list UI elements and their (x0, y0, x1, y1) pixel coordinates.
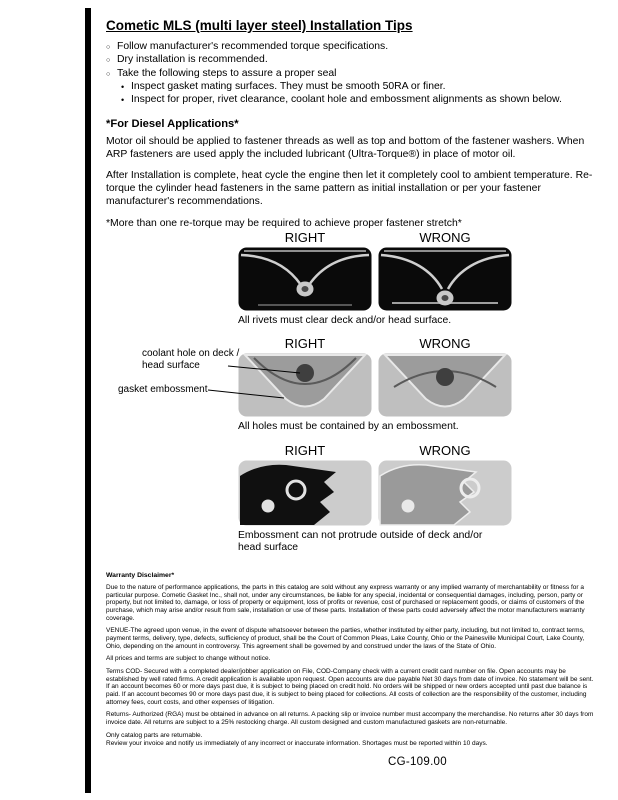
embossment-edge-wrong-diagram (378, 460, 512, 526)
open-bullet-icon: ○ (106, 57, 111, 65)
page-title: Cometic MLS (multi layer steel) Installation Tips (106, 18, 413, 33)
open-bullet-icon: ○ (106, 44, 111, 51)
hole-embossment-right-diagram (238, 353, 372, 417)
diesel-paragraph: After Installation is complete, heat cycle the engine then let it completely cool to ambient temperature. Re-torque the cylinder head fasteners in the same pattern as initial installation or per your fastener manufacturer's recommendations. (106, 170, 593, 208)
wrong-column (378, 443, 512, 526)
warranty-paragraph: Terms COD- Secured with a completed dealer/jobber application on File, COD-Company check with a current credit card number on file. Open accounts may be established by well rated firms. A credit application is available upon request. Open accounts are due payable Net 30 days from date of invoice. No statement will be sent. If an account becomes 60 or more days past due, it is subject to being placed on credit hold. No orders will be shipped or new orders accepted until past due balance is paid. If an account becomes 90 or more days past due, it is subject to being placed for collections. All costs of collection are the responsibility of the customer, including attorney fees, court costs, and other expenses of litigation. (106, 667, 594, 706)
right-label: RIGHT (284, 230, 326, 245)
tip-text: Inspect gasket mating surfaces. They must be smooth 50RA or finer. (131, 80, 446, 92)
warranty-heading: Warranty Disclaimer* (106, 572, 175, 579)
installation-tips-section (106, 18, 598, 238)
right-column (238, 230, 372, 311)
hole-embossment-wrong-diagram (378, 353, 512, 417)
right-wrong-row (238, 336, 598, 417)
diesel-applications-heading: *For Diesel Applications* (106, 117, 239, 130)
right-label: RIGHT (284, 336, 326, 352)
wrong-column (378, 230, 512, 311)
left-border-rule (85, 8, 91, 793)
page-code: CG-109.00 (388, 756, 447, 768)
diesel-paragraph: Motor oil should be applied to fastener threads as well as top and bottom of the fastener washers. When ARP fasteners are used apply the included lubricant (Ultra-Torque®) in place of motor oil. (106, 135, 585, 161)
embossment-edge-right-diagram (238, 460, 372, 526)
list-sub-item (121, 81, 598, 94)
filled-bullet-icon: • (121, 81, 125, 92)
list-sub-item (121, 94, 598, 107)
tip-text: Follow manufacturer's recommended torque specifications. (117, 41, 389, 52)
diagram-caption: All holes must be contained by an embossment. (238, 421, 459, 433)
diagram-area (106, 230, 598, 564)
wrong-label: WRONG (419, 442, 471, 458)
diagram-caption: Embossment can not protrude outside of deck and/or head surface (238, 529, 483, 554)
warranty-paragraph: Only catalog parts are returnable. (106, 731, 203, 739)
filled-bullet-icon: • (121, 94, 125, 105)
retorque-note: *More than one re-torque may be required to achieve proper fastener stretch* (106, 217, 462, 229)
right-label: RIGHT (284, 442, 326, 458)
diagram-set-embossment (106, 443, 598, 555)
warranty-disclaimer-section (106, 572, 598, 753)
wrong-label: WRONG (419, 336, 471, 352)
list-item (106, 41, 598, 54)
warranty-paragraph: VENUE-The agreed upon venue, in the event of dispute whatsoever between the parties, whether instituted by either party, including, but not limited to, contract terms, payment terms, delivery, type, defects, sufficiency of product, shall be the Court of Common Pleas, Lake County, Ohio or the Painesville Municipal Court, Lake County, Ohio, depending on the amount in controversy. This agreement shall be governed by and construed under the laws of the State of Ohio. (106, 627, 585, 650)
tip-text: Inspect for proper, rivet clearance, coolant hole and embossment alignments as shown below. (131, 93, 562, 105)
right-column (238, 443, 372, 526)
list-item (106, 68, 598, 81)
gasket-embossment-annotation: gasket embossment (118, 384, 208, 396)
right-wrong-row (238, 230, 598, 311)
tips-list (106, 41, 598, 107)
right-wrong-row (238, 443, 598, 526)
wrong-column (378, 336, 512, 417)
right-column (238, 336, 372, 417)
warranty-paragraph: Due to the nature of performance applications, the parts in this catalog are sold without any express warranty or any implied warranty of merchantability or fitness for a particular purpose. Cometic Gasket Inc., shall not, under any circumstances, be liable for any special, incidental or consequential damages, including, person, party or property, but not limited to, damage, or loss of property or equipment, loss of profits or revenue, cost of purchased or replacement goods, or claims of customers of the purchase, which may arise and/or result from sale, installation or use of these parts. Installation of these parts could adversely affect the motor manufacturers warranty coverage. (106, 584, 585, 622)
tip-text: Take the following steps to assure a proper seal (117, 67, 337, 79)
rivet-clearance-wrong-diagram (378, 247, 512, 311)
diagram-caption: All rivets must clear deck and/or head surface. (238, 315, 452, 326)
open-bullet-icon: ○ (106, 70, 111, 78)
tip-text: Dry installation is recommended. (117, 54, 268, 66)
warranty-paragraph: Returns- Authorized (RGA) must be obtained in advance on all returns. A packing slip or invoice number must accompany the merchandise. No returns after 30 days from invoice date. All returns are subject to a 25% restocking charge. All custom designed and custom manufactured gaskets are non-returnable. (106, 711, 594, 726)
diagram-set-rivets (106, 230, 598, 327)
rivet-clearance-right-diagram (238, 247, 372, 311)
warranty-paragraph: Review your invoice and notify us immediately of any incorrect or inaccurate information. Shortages must be reported within 10 days. (106, 740, 488, 748)
diagram-set-holes (106, 336, 598, 433)
wrong-label: WRONG (419, 230, 471, 245)
coolant-hole-annotation: coolant hole on deck / head surface (142, 348, 240, 372)
warranty-paragraph: All prices and terms are subject to change without notice. (106, 655, 271, 663)
list-item (106, 54, 598, 67)
